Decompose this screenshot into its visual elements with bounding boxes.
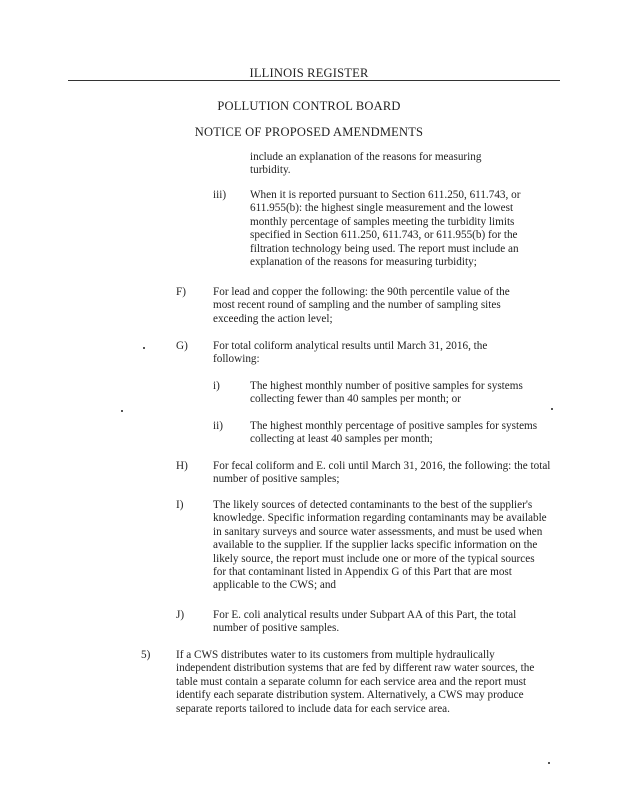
- scan-speck: [548, 762, 550, 764]
- item-I-label: I): [176, 499, 184, 511]
- item-J-text: For E. coli analytical results under Subpart AA of this Part, the total number of positive samples.: [213, 609, 517, 635]
- scan-speck: [143, 347, 145, 349]
- continuation-text: include an explanation of the reasons for measuring turbidity.: [250, 151, 482, 177]
- notice-title: NOTICE OF PROPOSED AMENDMENTS: [194, 125, 424, 139]
- scan-speck: [551, 408, 553, 410]
- header-rule: [68, 80, 560, 81]
- item-I-text: The likely sources of detected contaminants to the best of the supplier's knowledge. Specific information regarding contaminants may be available in sanitary surveys and source water assessments, and must be used when available to the supplier. If the supplier lacks specific information on the likely source, the report must include one or more of the typical sources for that contaminant listed in Appendix G of this Part that are most applicable to the CWS; and: [213, 499, 547, 592]
- item-G-text: For total coliform analytical results until March 31, 2016, the following:: [213, 340, 488, 366]
- item-H-text: For fecal coliform and E. coli until March 31, 2016, the following: the total number of positive samples;: [213, 460, 551, 486]
- item-H-label: H): [176, 460, 188, 472]
- item-G-label: G): [176, 340, 188, 352]
- item-G-ii-label: ii): [213, 420, 223, 432]
- item-G-i-label: i): [213, 380, 220, 392]
- item-F-text: For lead and copper the following: the 90th percentile value of the most recent round of sampling and the number of sampling sites exceeding the action level;: [213, 286, 510, 325]
- item-5-text: If a CWS distributes water to its customers from multiple hydraulically independent distribution systems that are fed by different raw water sources, the table must contain a separate column for each service area and the report must identify each separate distribution system. Alternatively, a CWS may produce separate reports tailored to include data for each service area.: [176, 649, 535, 715]
- item-F-label: F): [176, 286, 186, 298]
- item-iii-text: When it is reported pursuant to Section 611.250, 611.743, or 611.955(b): the highest single measurement and the lowest monthly percentage of samples meeting the turbidity limits specified in Section 611.250, 611.743, or 611.955(b) for the filtration technology being used. The report must include an explanation of the reasons for measuring turbidity;: [250, 189, 521, 269]
- scan-speck: [121, 410, 123, 412]
- register-title: ILLINOIS REGISTER: [249, 66, 369, 80]
- item-G-ii-text: The highest monthly percentage of positive samples for systems collecting at least 40 samples per month;: [250, 420, 538, 446]
- item-iii-label: iii): [213, 189, 227, 201]
- board-title: POLLUTION CONTROL BOARD: [217, 99, 401, 113]
- item-G-i-text: The highest monthly number of positive samples for systems collecting fewer than 40 samples per month; or: [250, 380, 523, 406]
- item-5-label: 5): [141, 649, 151, 661]
- item-J-label: J): [176, 609, 185, 621]
